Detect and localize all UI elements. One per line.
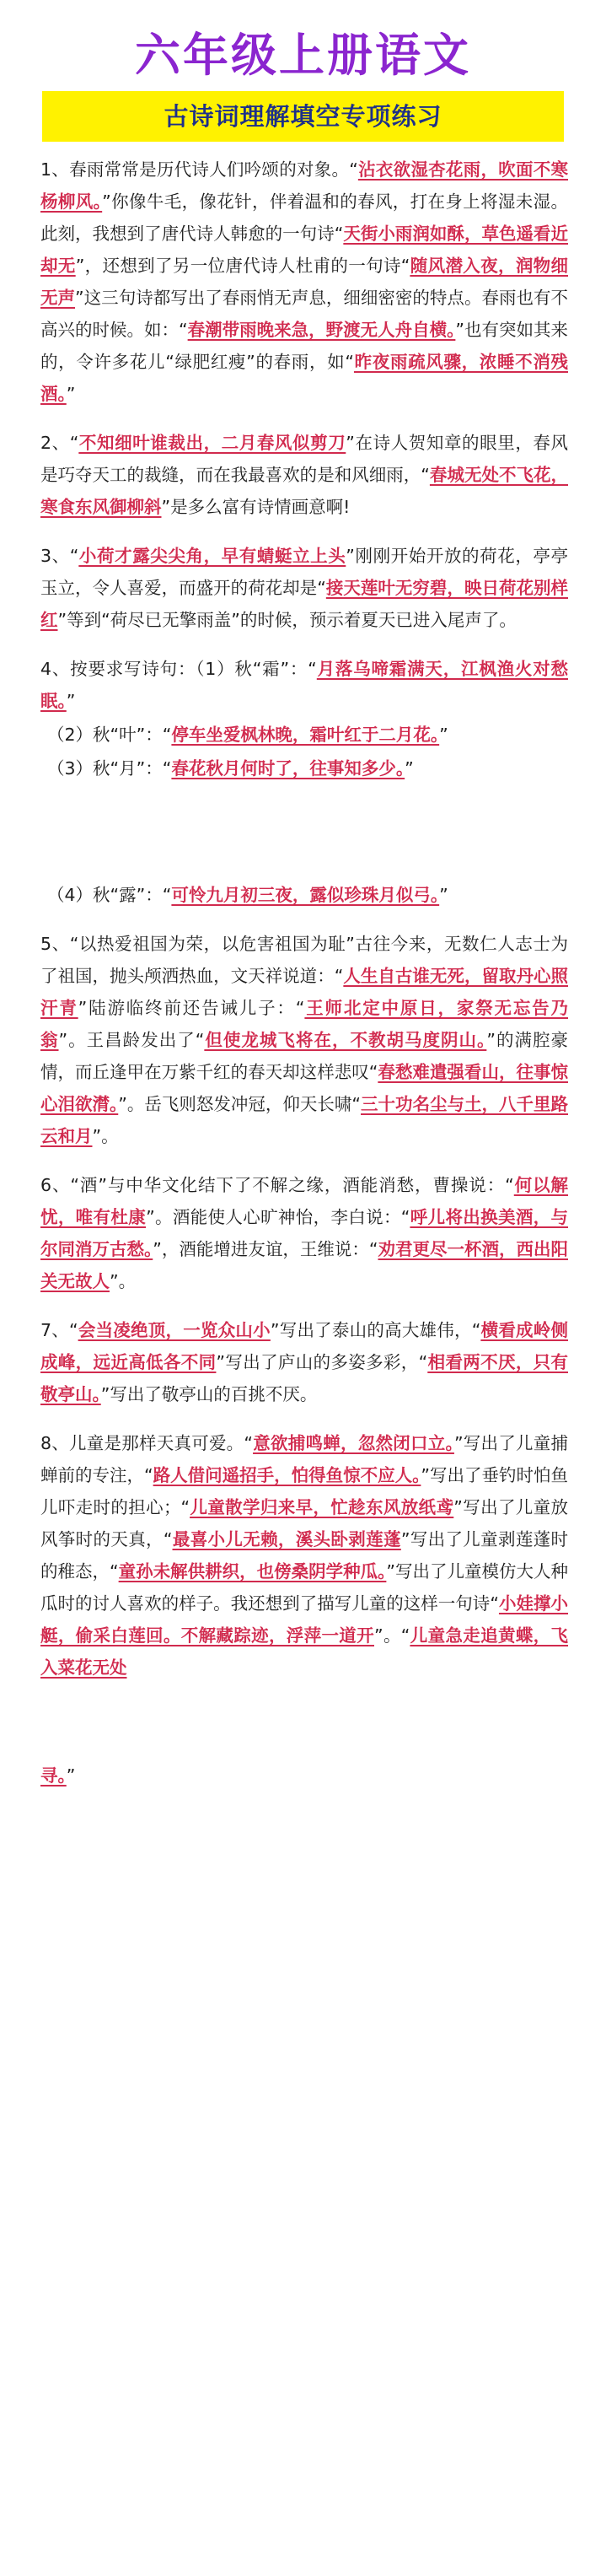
q1-text-2: ”你像牛毛，像花针，伴着温和的春风，打在身上将湿未湿。此刻，我想到了唐代诗人韩愈的一句诗“ [40,191,568,244]
q5-text-6: ”。 [92,1126,119,1146]
q8-text-7: ”。“ [374,1625,410,1646]
q1-answer-3: 随风潜入夜，润物细无声 [40,256,568,308]
question-5 [40,928,568,1152]
q8-text-1: 8、儿童是那样天真可爱。“ [40,1433,254,1453]
q5-answer-5: 三十功名尘与土，八千里路云和月 [40,1094,568,1146]
q7-answer-1: 会当凌绝顶，一览众山小 [78,1320,271,1340]
q1-answer-1: 沾衣欲湿杏花雨，吹面不寒杨柳风。 [40,159,568,212]
q7-text-3: ”写出了庐山的多姿多彩，“ [216,1352,428,1372]
q7-answer-2: 横看成岭侧成峰，远近高低各不同 [40,1320,569,1372]
q1-text-5: ”也有突如其来的，令许多花儿“绿肥红瘦”的春雨，如“ [40,320,568,372]
q4-answer-1: 月落乌啼霜满天，江枫渔火对愁眠。 [40,659,568,711]
question-7 [40,1314,568,1410]
question-4-part-4 [40,879,568,911]
q6-answer-3: 劝君更尽一杯酒，西出阳关无故人 [40,1239,568,1291]
q3-text-3: ”等到“荷尽已无擎雨盖”的时候，预示着夏天已进入尾声了。 [57,610,517,630]
q2-text-3: ”是多么富有诗情画意啊! [161,497,351,517]
subtitle-banner [42,91,564,142]
q6-text-2: ”。酒能使人心旷神怡，李白说：“ [146,1207,410,1227]
q4-label-3: （3）秋“月”：“ [47,758,172,779]
q6-answer-2: 呼儿将出换美酒，与尔同消万古愁。 [40,1207,569,1259]
subtitle-text: 古诗词理解填空专项练习 [164,102,442,131]
blank-space [40,786,568,879]
q4-label-4: （4）秋“露”：“ [47,885,172,905]
q4-label-2: （2）秋“叶”：“ [47,725,172,745]
question-4-part-3 [40,752,568,784]
q5-text-5: ”。岳飞则怒发冲冠，仰天长啸“ [118,1094,361,1114]
q5-text-4: ”的满腔豪情，而丘逢甲在万紫千红的春天却这样悲叹“ [40,1030,568,1082]
q8-text-8: ” [66,1765,76,1786]
q5-text-3: ”。王昌龄发出了“ [58,1030,205,1050]
q8-text-6: ”写出了儿童模仿大人种瓜时的讨人喜欢的样子。我还想到了描写儿童的这样一句诗“ [40,1561,568,1614]
q4-answer-3: 春花秋月何时了，往事知多少。 [171,758,405,779]
q5-text-1: 5、“以热爱祖国为荣，以危害祖国为耻”古往今来，无数仁人志士为了祖国，抛头颅洒热血，文天祥说道：“ [40,934,568,986]
q6-text-3: ”，酒能增进友谊，王维说：“ [153,1239,378,1259]
question-8-continued [40,1760,568,1792]
question-8 [40,1427,568,1684]
q5-answer-4: 春愁难遣强看山，往事惊心泪欲潸。 [40,1062,568,1114]
q4-answer-2: 停车坐爱枫林晚，霜叶红于二月花。 [171,725,440,745]
q2-text-2: ”在诗人贺知章的眼里，春风是巧夺天工的裁缝，而在我最喜欢的是和风细雨，“ [40,433,568,485]
question-3 [40,540,568,636]
question-4-part-2 [40,719,568,751]
q8-answer-3: 儿童散学归来早，忙趁东风放纸鸢 [190,1497,454,1517]
question-6 [40,1169,568,1297]
q4-end-2: ” [439,725,448,745]
q4-end-3: ” [405,758,414,779]
q1-answer-4: 春潮带雨晚来急，野渡无人舟自横。 [187,320,456,340]
q3-answer-1: 小荷才露尖尖角，早有蜻蜓立上头 [78,546,346,566]
page-title: 六年级上册语文 [135,28,471,82]
q2-text-1: 2、“ [40,433,79,453]
q8-text-2: ”写出了儿童捕蝉前的专注，“ [40,1433,569,1485]
q5-answer-3: 但使龙城飞将在，不教胡马度阴山。 [204,1030,487,1050]
q5-text-2: ”陆游临终前还告诫儿子：“ [78,998,305,1018]
q8-answer-6: 小娃撑小艇，偷采白莲回。不解藏踪迹，浮萍一道开 [40,1593,569,1646]
blank-space-2 [40,1700,568,1760]
question-1 [40,154,568,410]
q7-text-1: 7、“ [40,1320,78,1340]
q4-answer-4: 可怜九月初三夜，露似珍珠月似弓。 [171,885,440,905]
q8-answer-4: 最喜小儿无赖，溪头卧剥莲蓬 [172,1529,401,1549]
q1-text-6: ” [66,384,76,404]
q3-text-2: ”刚刚开始开放的荷花，亭亭玉立，令人喜爱，而盛开的荷花却是“ [40,546,568,598]
q7-answer-3: 相看两不厌，只有敬亭山。 [40,1352,568,1404]
q8-answer-7a: 儿童急走追黄蝶，飞入菜花无处 [40,1625,569,1678]
q5-answer-1: 人生自古谁无死，留取丹心照汗青 [40,966,569,1018]
q6-text-4: ”。 [110,1271,137,1291]
q8-answer-5: 童孙未解供耕织，也傍桑阴学种瓜。 [118,1561,387,1582]
q8-text-3: ”写出了垂钓时怕鱼儿吓走时的担心；“ [40,1465,568,1517]
q4-end-1: ” [66,691,76,711]
q3-text-1: 3、“ [40,546,79,566]
q1-text-3: ”，还想到了另一位唐代诗人杜甫的一句诗“ [75,256,410,276]
q1-text-1: 1、春雨常常是历代诗人们吟颂的对象。“ [40,159,358,180]
q4-end-4: ” [439,885,448,905]
q2-answer-1: 不知细叶谁裁出，二月春风似剪刀 [78,433,346,453]
q8-answer-2: 路人借问遥招手，怕得鱼惊不应人。 [153,1465,421,1485]
q7-text-4: ”写出了敬亭山的百挑不厌。 [100,1384,318,1404]
q1-answer-5: 昨夜雨疏风骤，浓睡不消残酒。 [40,352,568,404]
questions-content [40,154,568,1808]
q1-text-4: ”这三句诗都写出了春雨悄无声息，细细密密的特点。春雨也有不高兴的时候。如：“ [40,288,568,340]
q8-answer-7b: 寻。 [40,1765,67,1786]
q3-answer-2: 接天莲叶无穷碧，映日荷花别样红 [40,578,569,630]
question-2 [40,427,568,523]
q8-text-5: ”写出了儿童剥莲蓬时的稚态，“ [40,1529,569,1582]
q6-text-1: 6、“酒”与中华文化结下了不解之缘，酒能消愁，曹操说：“ [40,1175,514,1195]
q2-answer-2: 春城无处不飞花，寒食东风御柳斜 [40,465,569,517]
q6-answer-1: 何以解忧，唯有杜康 [40,1175,569,1227]
question-4-part-1 [40,653,568,717]
q8-text-4: ”写出了儿童放风筝时的天真，“ [40,1497,569,1549]
q4-intro: 4、按要求写诗句：（1）秋“霜”：“ [40,659,317,679]
q7-text-2: ”写出了泰山的高大雄伟，“ [270,1320,481,1340]
q8-answer-1: 意欲捕鸣蝉，忽然闭口立。 [253,1433,454,1453]
q5-answer-2: 王师北定中原日，家祭无忘告乃翁 [40,998,569,1050]
q1-answer-2: 天街小雨润如酥，草色遥看近却无 [40,224,569,276]
